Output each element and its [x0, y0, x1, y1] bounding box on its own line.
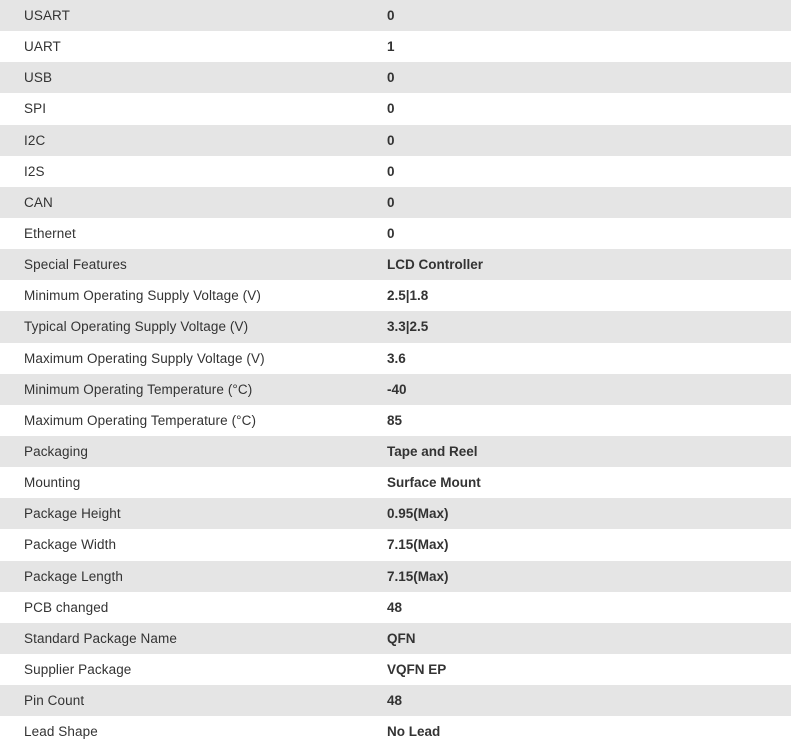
spec-row — [0, 592, 791, 623]
spec-label: Supplier Package — [24, 662, 132, 678]
spec-row — [0, 62, 791, 93]
spec-label: I2S — [24, 163, 45, 179]
spec-value: No Lead — [387, 724, 441, 740]
spec-row — [0, 405, 791, 436]
spec-label: Special Features — [24, 257, 127, 273]
spec-value: QFN — [387, 630, 416, 646]
spec-value: 0 — [387, 226, 395, 242]
spec-label: Maximum Operating Supply Voltage (V) — [24, 350, 265, 366]
spec-row — [0, 311, 791, 342]
spec-row — [0, 343, 791, 374]
spec-value: 7.15(Max) — [387, 568, 449, 584]
spec-value: 3.6 — [387, 350, 406, 366]
spec-value: 48 — [387, 693, 403, 709]
spec-value: 1 — [387, 39, 395, 55]
spec-label: Packaging — [24, 444, 88, 460]
spec-label: USART — [24, 8, 71, 24]
spec-value: VQFN EP — [387, 662, 447, 678]
spec-row — [0, 125, 791, 156]
spec-row — [0, 623, 791, 654]
spec-row — [0, 716, 791, 747]
spec-row — [0, 374, 791, 405]
spec-row — [0, 187, 791, 218]
spec-label: UART — [24, 39, 61, 55]
spec-value: 85 — [387, 412, 403, 428]
spec-row — [0, 467, 791, 498]
spec-row — [0, 654, 791, 685]
spec-label: CAN — [24, 194, 53, 210]
spec-label: Typical Operating Supply Voltage (V) — [24, 319, 249, 335]
spec-label: Maximum Operating Temperature (°C) — [24, 412, 257, 428]
spec-row — [0, 280, 791, 311]
spec-value: 0 — [387, 70, 395, 86]
spec-row — [0, 93, 791, 124]
spec-row — [0, 156, 791, 187]
spec-row — [0, 436, 791, 467]
spec-row — [0, 218, 791, 249]
spec-label: USB — [24, 70, 53, 86]
spec-row — [0, 529, 791, 560]
spec-label: Standard Package Name — [24, 630, 177, 646]
spec-value: 0 — [387, 132, 395, 148]
spec-label: I2C — [24, 132, 46, 148]
spec-value: 2.5|1.8 — [387, 288, 429, 304]
spec-row — [0, 249, 791, 280]
spec-label: Minimum Operating Temperature (°C) — [24, 381, 253, 397]
spec-label: PCB changed — [24, 599, 109, 615]
spec-row — [0, 561, 791, 592]
spec-value: Tape and Reel — [387, 444, 478, 460]
spec-row — [0, 0, 791, 31]
spec-value: 3.3|2.5 — [387, 319, 429, 335]
spec-label: Package Height — [24, 506, 121, 522]
spec-label: Mounting — [24, 475, 81, 491]
spec-value: Surface Mount — [387, 475, 481, 491]
spec-label: Ethernet — [24, 226, 76, 242]
spec-label: Pin Count — [24, 693, 85, 709]
spec-label: Package Length — [24, 568, 123, 584]
spec-value: 0 — [387, 194, 395, 210]
spec-label: SPI — [24, 101, 47, 117]
spec-value: 0 — [387, 8, 395, 24]
spec-row — [0, 498, 791, 529]
spec-row — [0, 685, 791, 716]
spec-value: -40 — [387, 381, 407, 397]
spec-value: 48 — [387, 599, 403, 615]
spec-label: Package Width — [24, 537, 117, 553]
spec-label: Minimum Operating Supply Voltage (V) — [24, 288, 261, 304]
spec-label: Lead Shape — [24, 724, 98, 740]
spec-value: 7.15(Max) — [387, 537, 449, 553]
spec-value: 0 — [387, 163, 395, 179]
spec-value: 0 — [387, 101, 395, 117]
spec-row — [0, 31, 791, 62]
spec-value: 0.95(Max) — [387, 506, 449, 522]
spec-value: LCD Controller — [387, 257, 483, 273]
